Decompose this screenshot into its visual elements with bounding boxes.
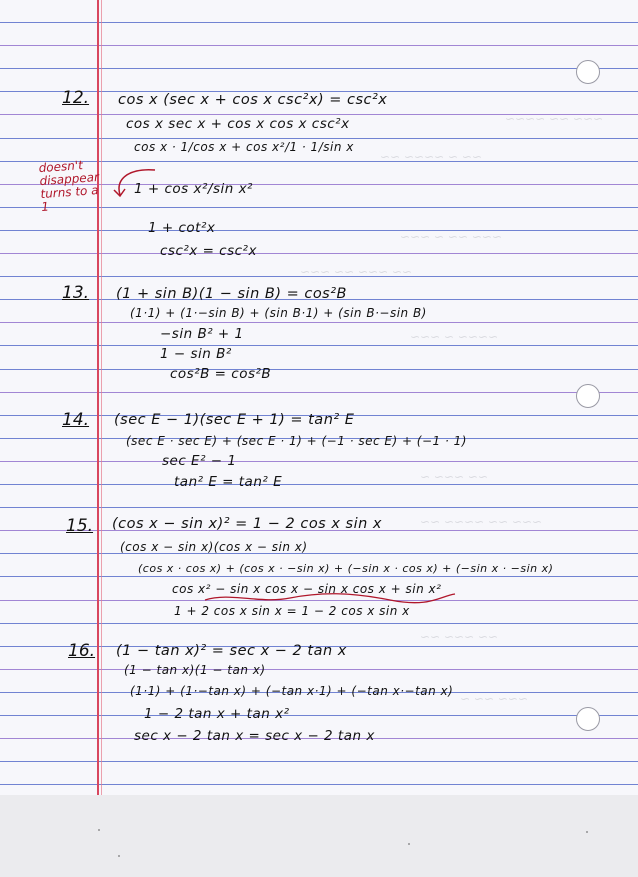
red-underline — [200, 588, 460, 608]
annotation-arrow — [100, 160, 160, 200]
equation-line: csc²x = csc²x — [160, 243, 257, 259]
scan-speck — [586, 831, 588, 833]
ruled-line — [0, 68, 638, 69]
bleed-through: ~~~ ~~ ~ — [460, 692, 528, 706]
punch-hole — [576, 384, 600, 408]
problem-number: 13. — [62, 283, 90, 303]
problem-number: 16. — [68, 641, 96, 661]
equation-line: sec E² − 1 — [162, 453, 237, 469]
equation-line: 1 + cos x²/sin x² — [134, 181, 253, 197]
scan-speck — [118, 855, 120, 857]
scan-speck — [98, 829, 100, 831]
equation-line: −sin B² + 1 — [160, 326, 244, 342]
equation-line: (sec E · sec E) + (sec E · 1) + (−1 · sec E) + (−1 · 1) — [126, 434, 467, 448]
ruled-line — [0, 784, 638, 785]
ruled-line — [0, 322, 638, 323]
ruled-line — [0, 369, 638, 370]
punch-hole — [576, 707, 600, 731]
equation-line: (cos x − sin x)² = 1 − 2 cos x sin x — [112, 516, 383, 532]
bleed-through: ~~ ~~~ ~~ ~~~ — [300, 265, 412, 279]
ruled-line — [0, 345, 638, 346]
equation-line: cos x · 1/cos x + cos x²/1 · 1/sin x — [134, 140, 354, 154]
bleed-through: ~~ ~ ~~~~ ~~ — [380, 150, 482, 164]
margin-line-secondary — [101, 0, 102, 795]
bleed-through: ~~~ ~~ ~ ~~~ — [400, 230, 502, 244]
equation-line: (1 − tan x)² = sec x − 2 tan x — [116, 643, 347, 659]
problem-number: 14. — [62, 410, 90, 430]
equation-line: (1·1) + (1·−sin B) + (sin B·1) + (sin B·−sin B) — [130, 306, 427, 320]
punch-hole — [576, 60, 600, 84]
equation-line: (cos x · cos x) + (cos x · −sin x) + (−sin x · cos x) + (−sin x · −sin x) — [138, 562, 554, 575]
equation-line: cos x sec x + cos x cos x csc²x — [126, 116, 350, 132]
bleed-through: ~~ ~~~ ~~ — [420, 630, 499, 644]
equation-line: (cos x − sin x)(cos x − sin x) — [120, 540, 308, 554]
ruled-line — [0, 669, 638, 670]
teacher-annotation: doesn't disappear turns to a 1 — [38, 158, 100, 215]
ruled-line — [0, 22, 638, 23]
scan-speck — [408, 843, 410, 845]
equation-line: 1 + 2 cos x sin x = 1 − 2 cos x sin x — [174, 604, 410, 618]
ruled-line — [0, 623, 638, 624]
ruled-line — [0, 253, 638, 254]
equation-line: cos²B = cos²B — [170, 366, 272, 382]
equation-line: 1 − 2 tan x + tan x² — [144, 706, 290, 722]
bleed-through: ~~ ~~~ ~ — [420, 470, 488, 484]
bleed-through: ~~~ ~~ ~~~~ — [505, 112, 604, 126]
equation-line: 1 − sin B² — [160, 346, 232, 362]
ruled-line — [0, 715, 638, 716]
ruled-line — [0, 138, 638, 139]
ruled-line — [0, 576, 638, 577]
ruled-line — [0, 484, 638, 485]
equation-line: (1·1) + (1·−tan x) + (−tan x·1) + (−tan x·−tan x) — [130, 684, 454, 698]
bleed-through: ~~~~ ~ ~~~ — [410, 330, 499, 344]
equation-line: cos x² − sin x cos x − sin x cos x + sin x² — [172, 582, 442, 596]
problem-number: 12. — [62, 88, 90, 108]
ruled-line — [0, 553, 638, 554]
equation-line: (1 − tan x)(1 − tan x) — [124, 663, 266, 677]
ruled-line — [0, 761, 638, 762]
equation-line: sec x − 2 tan x = sec x − 2 tan x — [134, 728, 375, 744]
ruled-line — [0, 230, 638, 231]
margin-line — [97, 0, 99, 795]
equation-line: (1 + sin B)(1 − sin B) = cos²B — [116, 286, 347, 302]
equation-line: 1 + cot²x — [148, 220, 216, 236]
ruled-line — [0, 507, 638, 508]
bleed-through: ~~~ ~~ ~~~~ ~~ — [420, 515, 543, 529]
equation-line: (sec E − 1)(sec E + 1) = tan² E — [114, 412, 355, 428]
equation-line: tan² E = tan² E — [174, 474, 283, 490]
scanner-background — [0, 795, 638, 877]
equation-line: cos x (sec x + cos x csc²x) = csc²x — [118, 92, 388, 108]
ruled-line — [0, 392, 638, 393]
ruled-line — [0, 461, 638, 462]
problem-number: 15. — [66, 516, 94, 536]
ruled-line — [0, 45, 638, 46]
